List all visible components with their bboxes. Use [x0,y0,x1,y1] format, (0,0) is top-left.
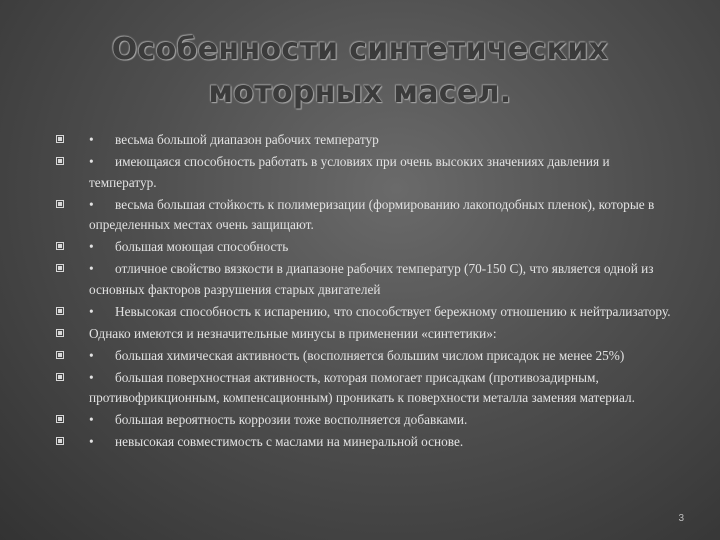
list-item [56,302,676,323]
bullet-glyph: • [89,434,94,449]
list-item [56,368,676,409]
list-item [56,259,676,300]
square-bullet-icon [56,157,64,165]
square-bullet-icon [56,242,64,250]
bullet-glyph: • [89,239,94,254]
bullet-glyph: • [89,303,94,319]
square-bullet-icon [56,437,64,445]
item-text: весьма большой диапазон рабочих температур [115,132,379,147]
bullet-glyph: • [89,369,94,385]
item-text: большая химическая активность (восполняется большим числом присадок не менее 25%) [115,347,625,363]
bullet-glyph: • [89,154,94,169]
square-bullet-icon [56,307,64,315]
bullet-glyph: • [89,132,94,147]
item-text: Однако имеются и незначительные минусы в применении «синтетики»: [89,325,497,341]
list-item [56,432,676,453]
list-item [56,410,676,431]
list-item [56,130,676,151]
item-text: большая вероятность коррозии тоже восполняется добавками. [115,412,468,427]
list-item [56,237,676,258]
item-text: отличное свойство вязкости в диапазоне рабочих температур (70-150 С), что является одной из основных факторов разрушения старых двигателей [89,261,654,297]
list-item [56,195,676,236]
bullet-glyph: • [89,196,94,212]
item-text: невысокая совместимость с маслами на минеральной основе. [115,434,464,449]
square-bullet-icon [56,135,64,143]
slide-title: Особенности синтетических моторных масел. [111,32,609,110]
square-bullet-icon [56,351,64,359]
bullet-glyph: • [89,347,94,363]
item-text: весьма большая стойкость к полимеризации (формированию лакоподобных пленок), которые в определенных местах очень защищают. [89,196,655,232]
list-item [56,324,676,345]
page-number: 3 [678,513,684,524]
list-item [56,346,676,367]
bullet-glyph: • [89,261,94,276]
item-text: большая моющая способность [115,239,289,254]
square-bullet-icon [56,329,64,337]
item-text: большая поверхностная активность, которая помогает присадкам (противозадирным, противофрикционным, компенсационным) проникать к поверхности металла заменяя материал. [89,369,635,405]
list-item [56,152,676,193]
content-list [56,130,676,454]
square-bullet-icon [56,415,64,423]
square-bullet-icon [56,373,64,381]
bullet-glyph: • [89,412,94,427]
square-bullet-icon [56,200,64,208]
square-bullet-icon [56,264,64,272]
item-text: имеющаяся способность работать в условиях при очень высоких значениях давления и температур. [89,154,610,190]
item-text: Невысокая способность к испарению, что способствует бережному отношению к нейтрализатору. [115,303,671,319]
